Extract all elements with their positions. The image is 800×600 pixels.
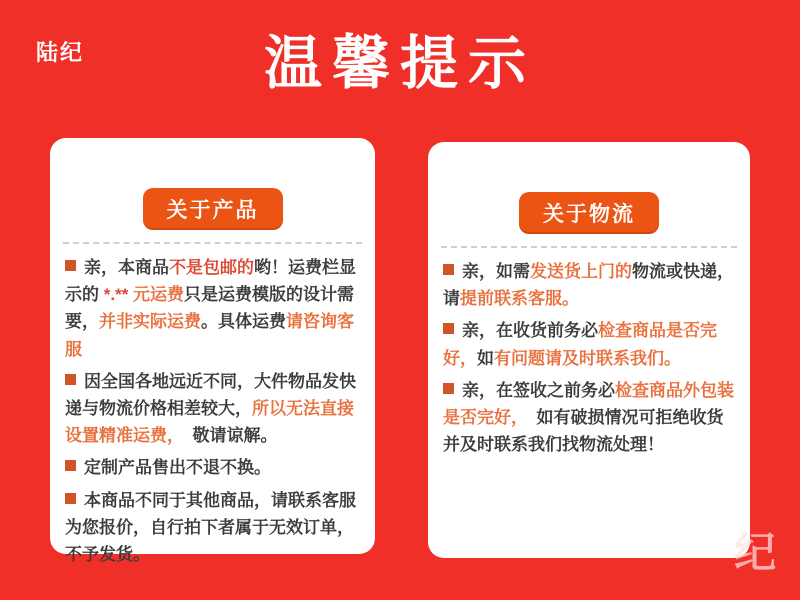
logistics-card-content [428, 258, 750, 458]
brand-logo: 陆纪 [36, 40, 85, 65]
text-segment: 哟！运费栏显示的 [65, 258, 356, 305]
text-segment: 敬请谅解。 [175, 426, 278, 446]
bullet-square-icon [443, 264, 454, 275]
text-segment: 因全国各地远近不同，大件物品发快递与物流价格相差较大， [65, 371, 356, 418]
product-card-content [50, 254, 375, 568]
text-segment: 定制产品售出不退不换。 [84, 458, 271, 478]
logistics-card-header-badge: 关于物流 [519, 192, 659, 234]
dashed-divider [63, 242, 362, 244]
logistics-bullet-door-delivery [443, 258, 735, 312]
text-segment: 亲，如需 [462, 262, 530, 281]
product-bullet-no-returns [65, 454, 360, 481]
text-segment: 本商品不同于其他商品，请联系客服为您报价，自行拍下者属于无效订单，不予发货。 [65, 490, 356, 564]
bullet-square-icon [65, 493, 76, 504]
product-bullet-quote-required [65, 487, 360, 569]
text-segment: 所以无法直接设置精准运费， [65, 398, 354, 446]
dashed-divider [441, 246, 737, 248]
bullet-square-icon [65, 374, 76, 385]
text-segment: 提前联系客服。 [460, 289, 579, 309]
bullet-square-icon [443, 383, 454, 394]
product-bullet-shipping-fee [65, 254, 360, 363]
text-segment: 亲，在签收之前务必 [462, 380, 615, 400]
bullet-square-icon [65, 260, 76, 271]
text-segment: 亲，在收货前务必 [462, 321, 598, 341]
bullet-square-icon [65, 460, 76, 471]
text-segment: 发送货上门的 [530, 262, 632, 281]
text-segment: 如有破损情况可拒绝收货并及时联系我们找物流处理！ [443, 407, 724, 455]
text-segment: 有问题请及时联系我们。 [494, 348, 681, 368]
text-segment: 元运费 [128, 285, 185, 305]
text-segment: 检查商品是否完好， [443, 321, 717, 368]
logistics-bullet-inspect-package [443, 377, 735, 459]
text-segment: 。具体运费 [201, 312, 286, 332]
corner-watermark: 纪 [734, 528, 777, 577]
product-card-header-badge: 关于产品 [143, 188, 283, 230]
bullet-square-icon [443, 323, 454, 334]
text-segment: 请咨询客服 [65, 312, 354, 359]
text-segment: *.** [103, 285, 129, 305]
logistics-card [428, 142, 750, 558]
logistics-bullet-inspect-goods [443, 317, 735, 371]
text-segment: 不是包邮的 [169, 258, 254, 277]
product-card [50, 138, 375, 564]
text-segment: 只是运费模版的设计需要， [65, 285, 355, 332]
text-segment: 检查商品外包装是否完好， [443, 380, 734, 427]
product-bullet-freight-varies [65, 368, 360, 450]
page-title: 温馨提示 [263, 29, 536, 97]
text-segment: 亲，本商品 [84, 258, 169, 277]
text-segment: 物流或快递，请 [443, 262, 734, 309]
text-segment: 如 [477, 348, 494, 368]
text-segment: 并非实际运费 [99, 312, 201, 332]
